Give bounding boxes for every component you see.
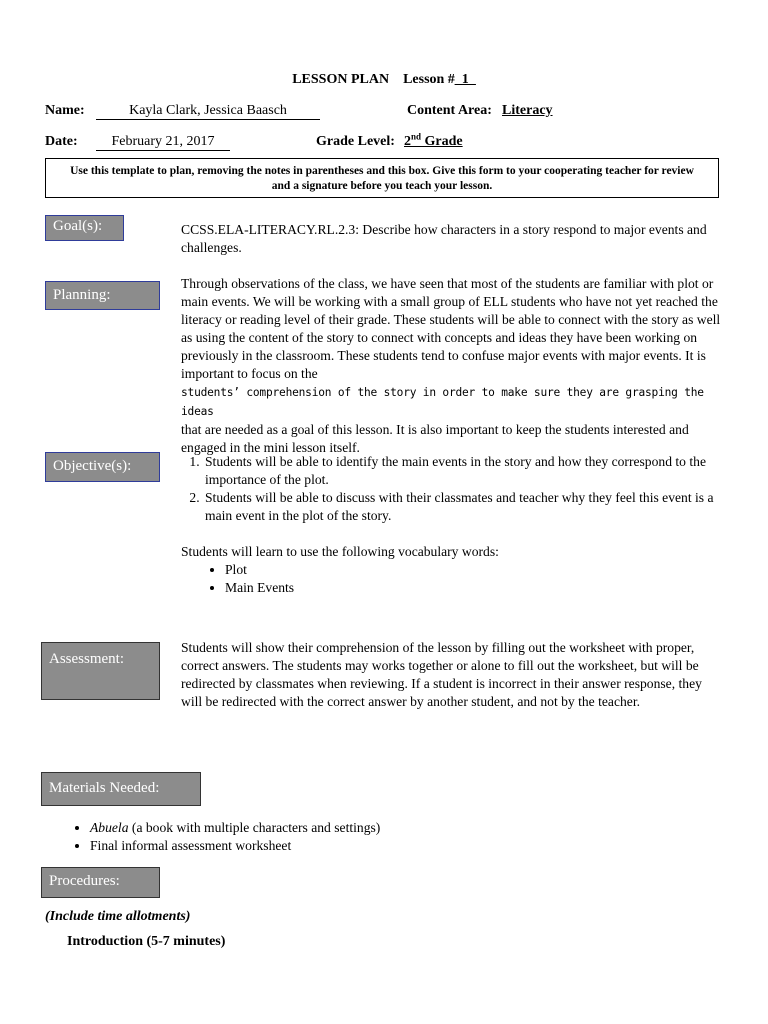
- page-title: [0, 72, 768, 88]
- objective-item-1: 1. Students will be able to identify the main events in the story and how they correspond to the importance of the plot.: [203, 453, 726, 489]
- materials-list: [45, 819, 645, 855]
- vocab-item-main-events: • Main Events: [225, 579, 726, 597]
- goals-text: CCSS.ELA-LITERACY.RL.2.3: Describe how characters in a story respond to major events and challenges.: [181, 222, 707, 255]
- content-area-value: Literacy: [502, 103, 553, 118]
- procedures-heading: Procedures:: [41, 867, 160, 898]
- assessment-heading: Assessment:: [41, 642, 160, 700]
- name-value: Kayla Clark, Jessica Baasch: [96, 103, 320, 120]
- objective-item-2: 2. Students will be able to discuss with their classmates and teacher why they feel this event is a main event in the plot of the story.: [203, 489, 726, 525]
- planning-text-part-2: students’ comprehension of the story in order to make sure they are grasping the ideas: [181, 386, 704, 418]
- vocab-list: [181, 561, 726, 597]
- date-value: February 21, 2017: [96, 134, 230, 151]
- objectives-list: [181, 453, 726, 525]
- vocab-intro: Students will learn to use the following vocabulary words:: [181, 544, 499, 559]
- template-notice-box: Use this template to plan, removing the notes in parentheses and this box. Give this form to your cooperating teacher for review and a signature before you teach your lesson.: [45, 158, 719, 198]
- introduction-heading: Introduction (5-7 minutes): [67, 934, 226, 949]
- procedures-note: (Include time allotments): [45, 909, 191, 924]
- grade-word: Grade: [424, 134, 463, 149]
- book-description: (a book with multiple characters and settings): [128, 820, 381, 835]
- planning-text: [181, 275, 726, 457]
- planning-text-part-1: Through observations of the class, we have seen that most of the students are familiar with plot or main events. We will be working with a small group of ELL students who have not yet reached the literacy or reading level of their grade. These students will be able to connect with the story as well as using the content of the story to connect with concepts and ideas they have been working on previously in the classroom. These students tend to confuse major events with major events. It is important to focus on the: [181, 276, 721, 381]
- title-text: LESSON PLAN: [292, 72, 390, 87]
- objectives-heading: Objective(s):: [45, 452, 160, 482]
- objectives-content: [181, 453, 726, 597]
- materials-heading: Materials Needed:: [41, 772, 201, 806]
- grade-number: 2: [404, 134, 411, 149]
- assessment-text: Students will show their comprehension of the lesson by filling out the worksheet with proper, correct answers. The students may works together or alone to fill out the worksheet, but will be redirected by classmates when reviewing. If a student is incorrect in their answer response, they will be redirected with the correct answer by another student, and not by the teacher.: [181, 640, 702, 709]
- material-item-2: • Final informal assessment worksheet: [90, 837, 645, 855]
- planning-text-part-3: that are needed as a goal of this lesson. It is also important to keep the students interested and engaged in the mini lesson itself.: [181, 422, 689, 455]
- lesson-number: _1_: [454, 72, 476, 87]
- lesson-label: Lesson #: [403, 72, 455, 87]
- name-label: Name:: [45, 103, 85, 118]
- date-label: Date:: [45, 134, 78, 149]
- grade-suffix: nd: [411, 131, 422, 142]
- grade-level-value: [404, 131, 463, 150]
- grade-level-label: Grade Level:: [316, 134, 395, 149]
- goals-heading: Goal(s):: [45, 215, 124, 241]
- material-item-1: [90, 819, 645, 837]
- materials-list-container: [45, 819, 645, 855]
- content-area-label: Content Area:: [407, 103, 492, 118]
- book-title: Abuela: [90, 820, 129, 835]
- vocab-item-plot: • Plot: [225, 561, 726, 579]
- planning-heading: Planning:: [45, 281, 160, 310]
